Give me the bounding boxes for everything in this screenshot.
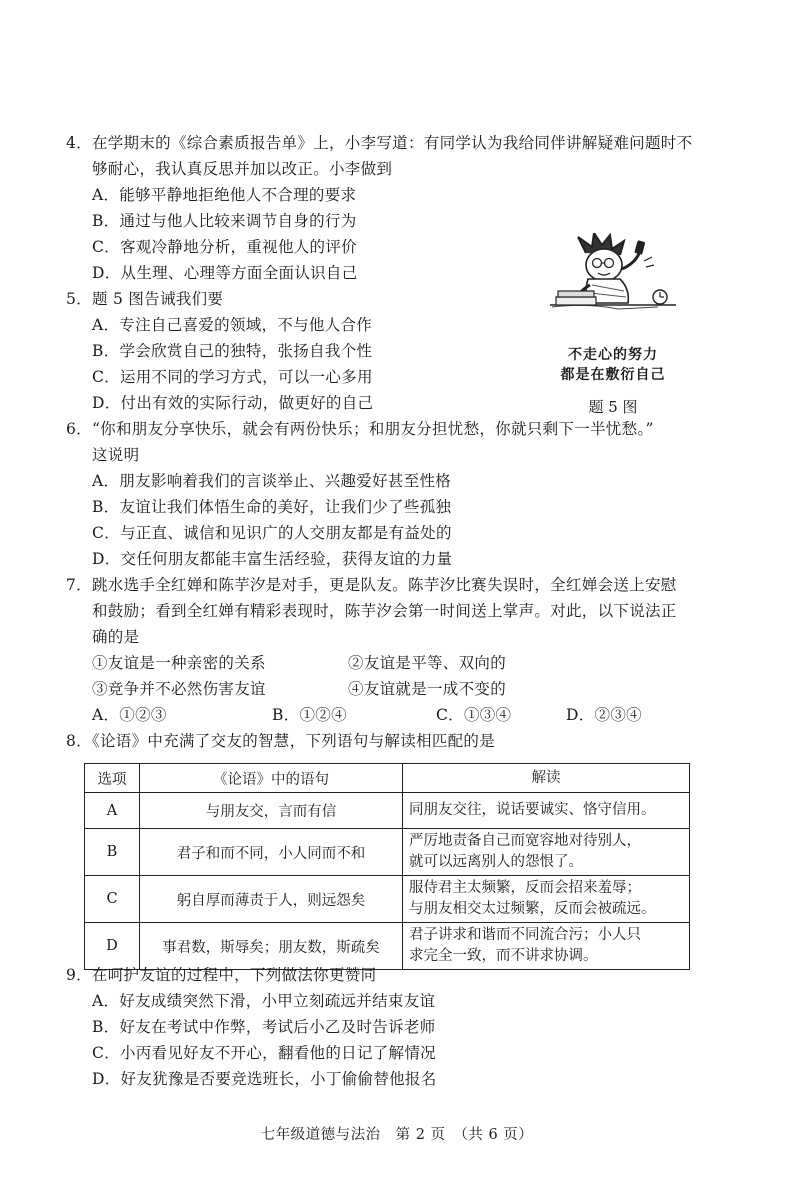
q9-option-b: B．好友在考试中作弊，考试后小乙及时告诉老师	[92, 1018, 436, 1036]
table-header-quote: 《论语》中的语句	[140, 764, 403, 793]
q5-figure	[548, 233, 678, 423]
q7-statement-1: ①友谊是一种亲密的关系	[92, 654, 266, 672]
reading-line: 就可以远离别人的怨恨了。	[409, 854, 583, 870]
table-header-option: 选项	[85, 764, 140, 793]
q9-option-d: D．好友犹豫是否要竞选班长，小丁偷偷替他报名	[92, 1070, 437, 1088]
q7-statement-2: ②友谊是平等、双向的	[348, 654, 507, 672]
q6-option-b: B．友谊让我们体悟生命的美好，让我们少了些孤独	[92, 498, 452, 516]
q5-option-d: D．付出有效的实际行动，做更好的自己	[92, 394, 374, 412]
q5-option-c: C．运用不同的学习方式，可以一心多用	[92, 368, 373, 386]
q7-option-d: D．②③④	[566, 706, 642, 724]
q5-option-a: A．专注自己喜爱的领域，不与他人合作	[92, 316, 373, 334]
q9-option-a: A．好友成绩突然下滑，小甲立刻疏远并结束友谊	[92, 992, 436, 1010]
q4-stem-line1: 4．在学期末的《综合素质报告单》上，小李写道：有同学认为我给同伴讲解疑难问题时不	[66, 134, 693, 152]
q5-figure-caption-line1: 不走心的努力	[568, 347, 658, 363]
reading-line: 同朋友交往，说话要诚实、恪守信用。	[409, 802, 656, 818]
q4-option-d: D．从生理、心理等方面全面认识自己	[92, 264, 358, 282]
q9-stem: 9．在呵护友谊的过程中，下列做法你更赞同	[66, 966, 377, 984]
q5-figure-label: 题 5 图	[588, 398, 638, 416]
q6-option-d: D．交任何朋友都能丰富生活经验，获得友谊的力量	[92, 550, 453, 568]
table-cell-reading	[403, 793, 690, 829]
q7-statement-3: ③竞争并不必然伤害友谊	[92, 680, 266, 698]
table-cell-option: A	[85, 793, 140, 829]
table-row	[85, 876, 690, 923]
q7-stem-line3: 确的是	[92, 628, 140, 646]
q4-stem-line2: 够耐心，我认真反思并加以改正。小李做到	[92, 160, 393, 178]
reading-line: 求完全一致，而不讲求协调。	[409, 948, 598, 964]
table-header-reading: 解读	[403, 764, 690, 793]
table-cell-quote: 躬自厚而薄责于人，则远怨矣	[140, 876, 403, 923]
reading-line: 与朋友相交太过频繁，反而会被疏远。	[409, 901, 656, 917]
q6-option-a: A．朋友影响着我们的言谈举止、兴趣爱好甚至性格	[92, 472, 452, 490]
q5-figure-caption-line2: 都是在敷衍自己	[560, 367, 666, 383]
q6-stem-line1: 6．“你和朋友分享快乐，就会有两份快乐；和朋友分担忧愁，你就只剩下一半忧愁。”	[66, 420, 654, 438]
q5-option-b: B．学会欣赏自己的独特，张扬自我个性	[92, 342, 373, 360]
table-cell-reading	[403, 829, 690, 876]
q6-stem-line2: 这说明	[92, 446, 140, 464]
table-header-row	[85, 764, 690, 793]
q7-statement-4: ④友谊就是一成不变的	[348, 680, 507, 698]
reading-line: 严厉地责备自己而宽容地对待别人，	[409, 833, 641, 849]
q4-option-a: A．能够平静地拒绝他人不合理的要求	[92, 186, 357, 204]
table-cell-option: B	[85, 829, 140, 876]
table-cell-reading	[403, 923, 690, 970]
table-cell-option: C	[85, 876, 140, 923]
q5-stem: 5．题 5 图告诫我们要	[66, 290, 224, 308]
page-footer: 七年级道德与法治 第 2 页 （共 6 页）	[260, 1127, 534, 1143]
q8-stem: 8．《论语》中充满了交友的智慧，下列语句与解读相匹配的是	[66, 732, 496, 750]
table-cell-quote: 事君数，斯辱矣；朋友数，斯疏矣	[140, 923, 403, 970]
reading-line: 服侍君主太频繁，反而会招来羞辱；	[409, 880, 641, 896]
table-row	[85, 923, 690, 970]
q7-option-c: C．①③④	[436, 706, 512, 724]
q7-option-a: A．①②③	[92, 706, 167, 724]
table-cell-quote: 与朋友交，言而有信	[140, 793, 403, 829]
table-row	[85, 829, 690, 876]
q7-option-b: B．①②④	[272, 706, 347, 724]
q7-stem-line1: 7．跳水选手全红婵和陈芋汐是对手，更是队友。陈芋汐比赛失误时，全红婵会送上安慰	[66, 576, 677, 594]
table-cell-option: D	[85, 923, 140, 970]
table-cell-quote: 君子和而不同，小人同而不和	[140, 829, 403, 876]
reading-line: 君子讲求和谐而不同流合污；小人只	[409, 927, 641, 943]
q9-option-c: C．小丙看见好友不开心，翻看他的日记了解情况	[92, 1044, 436, 1062]
q7-stem-line2: 和鼓励；看到全红婵有精彩表现时，陈芋汐会第一时间送上掌声。对此，以下说法正	[92, 602, 677, 620]
q6-option-c: C．与正直、诚信和见识广的人交朋友都是有益处的	[92, 524, 452, 542]
table-cell-reading	[403, 876, 690, 923]
q4-option-b: B．通过与他人比较来调节自身的行为	[92, 212, 357, 230]
q8-table	[84, 763, 690, 970]
table-row	[85, 793, 690, 829]
cartoon-student-illustration	[548, 233, 678, 343]
q4-option-c: C．客观冷静地分析，重视他人的评价	[92, 238, 357, 256]
